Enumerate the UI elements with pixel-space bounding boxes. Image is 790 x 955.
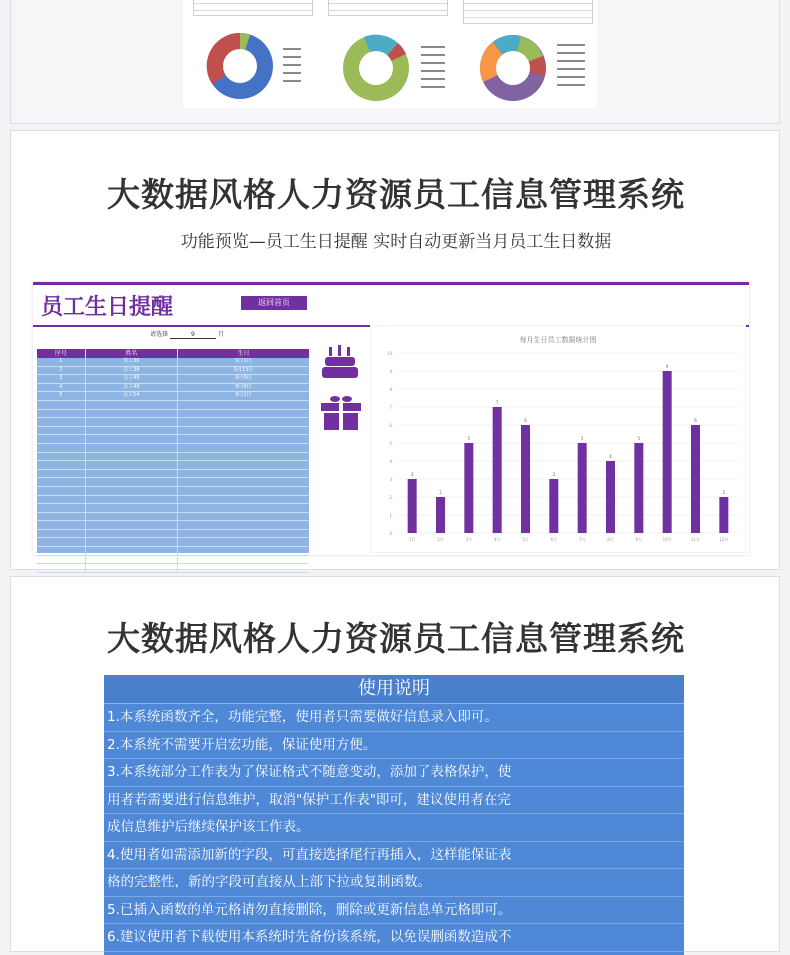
cell-birthday <box>178 401 309 409</box>
cell-index <box>37 478 86 486</box>
table-row <box>37 530 309 539</box>
x-tick-label: 4月 <box>493 537 501 542</box>
table-row <box>37 496 309 505</box>
bar <box>408 479 417 533</box>
y-tick-label: 2 <box>389 495 392 500</box>
bar-value-label: 3 <box>410 472 414 477</box>
cell-birthday: 9月9日 <box>235 375 252 382</box>
table-row <box>37 435 309 444</box>
cell-birthday <box>178 504 309 512</box>
cell-index <box>37 470 86 478</box>
table-row <box>37 392 309 401</box>
table-row <box>37 538 309 547</box>
bar-value-label: 7 <box>495 400 499 405</box>
cell-index: 5 <box>37 392 86 400</box>
bar <box>663 371 672 533</box>
cell-index <box>37 461 86 469</box>
table-row <box>37 418 309 427</box>
cell-index: 3 <box>37 375 86 383</box>
cell-index <box>37 444 86 452</box>
cell-index <box>37 418 86 426</box>
home-button[interactable]: 返回首页 <box>241 296 307 310</box>
bar <box>521 425 530 533</box>
table-row <box>37 547 309 556</box>
monthly-birthday-chart <box>370 325 746 553</box>
cell-name: 员工38 <box>86 367 178 375</box>
cell-index: 1 <box>37 358 86 366</box>
table-body <box>37 358 309 573</box>
bar-value-label: 6 <box>694 418 697 423</box>
table-row <box>37 444 309 453</box>
cell-index <box>37 453 86 461</box>
y-tick-label: 5 <box>389 441 392 446</box>
bar-value-label: 2 <box>722 490 726 495</box>
cell-index <box>37 547 86 555</box>
table-row <box>37 504 309 513</box>
cell-name <box>86 461 178 469</box>
cell-name <box>86 513 178 521</box>
cell-name <box>86 530 178 538</box>
instructions-panel <box>10 576 780 952</box>
bar <box>634 443 643 533</box>
note-line: 1.本系统函数齐全，功能完整，使用者只需要做好信息录入即可。 <box>104 704 684 732</box>
table-row <box>37 461 309 470</box>
cell-name <box>86 504 178 512</box>
x-tick-label: 1月 <box>408 537 416 542</box>
note-line: 用者若需要进行信息维护，取消"保护工作表"即可，建议使用者在完 <box>104 787 684 815</box>
table-row <box>37 521 309 530</box>
bar-value-label: 3 <box>552 472 556 477</box>
month-input[interactable]: 9 <box>170 331 216 339</box>
bar-value-label: 2 <box>439 490 442 495</box>
table-row <box>37 358 309 367</box>
cell-index <box>37 427 86 435</box>
cell-birthday <box>178 487 309 495</box>
table-row <box>37 487 309 496</box>
x-tick-label: 12月 <box>719 537 729 542</box>
note-line: 3.本系统部分工作表为了保证格式不随意变动，添加了表格保护，使 <box>104 759 684 787</box>
cell-birthday: 9月1日 <box>235 392 252 399</box>
notes-title: 使用说明 <box>104 675 684 704</box>
cell-birthday: 9月1日 <box>235 358 252 364</box>
bar-value-label: 9 <box>665 364 669 369</box>
cell-index <box>37 556 86 564</box>
cell-birthday <box>178 478 309 486</box>
note-line: 4.使用者如需添加新的字段，可直接选择尾行再插入，这样能保证表 <box>104 842 684 870</box>
x-tick-label: 5月 <box>522 537 529 542</box>
month-unit: 月 <box>217 331 224 338</box>
cell-name <box>86 427 178 435</box>
y-tick-label: 10 <box>386 351 392 356</box>
y-tick-label: 7 <box>389 405 392 410</box>
y-tick-label: 8 <box>389 387 392 392</box>
col-name: 姓名 <box>86 349 178 358</box>
table-row <box>37 470 309 479</box>
x-tick-label: 7月 <box>578 537 586 542</box>
cell-birthday: 9月9日 <box>235 383 252 390</box>
cell-name <box>86 418 178 426</box>
cell-birthday <box>178 470 309 478</box>
cell-name <box>86 496 178 504</box>
cell-name: 员工30 <box>86 358 178 366</box>
table-row <box>37 384 309 393</box>
cell-index: 2 <box>37 367 86 375</box>
cell-index <box>37 521 86 529</box>
bar <box>719 497 728 533</box>
bar-value-label: 5 <box>467 436 471 441</box>
cell-index <box>37 530 86 538</box>
birthday-reminder-sheet <box>33 282 749 555</box>
bar <box>691 425 700 533</box>
table-row <box>37 556 309 565</box>
cell-index <box>37 487 86 495</box>
cell-name <box>86 538 178 546</box>
y-tick-label: 9 <box>389 369 392 374</box>
cell-birthday <box>178 410 309 418</box>
table-row <box>37 427 309 436</box>
cell-name <box>86 556 178 564</box>
bar-value-label: 6 <box>524 418 527 423</box>
cell-name <box>86 470 178 478</box>
col-index: 序号 <box>37 349 86 358</box>
bar-value-label: 5 <box>637 436 641 441</box>
x-tick-label: 11月 <box>690 537 701 542</box>
table-row <box>37 367 309 376</box>
usage-notes <box>104 675 684 955</box>
page-subtitle: 功能预览—员工生日提醒 实时自动更新当月员工生日数据 <box>180 232 612 252</box>
birthday-table <box>37 349 309 553</box>
y-tick-label: 1 <box>389 513 392 518</box>
bar-value-label: 4 <box>609 454 612 459</box>
cell-index <box>37 410 86 418</box>
note-line: 2.本系统不需要开启宏功能，保证使用方便。 <box>104 732 684 760</box>
x-tick-label: 9月 <box>635 537 643 542</box>
bar <box>464 443 473 533</box>
note-line: 格的完整性，新的字段可直接从上部下拉或复制函数。 <box>104 869 684 897</box>
page-title-2: 大数据风格人力资源员工信息管理系统 <box>107 619 685 658</box>
cell-name <box>86 435 178 443</box>
cell-birthday <box>178 453 309 461</box>
sheet-title: 员工生日提醒 <box>41 295 174 320</box>
cell-name: 员工49 <box>86 375 178 383</box>
cell-birthday: 9月13日 <box>233 366 254 373</box>
cell-birthday <box>178 556 309 564</box>
cell-name <box>86 547 178 555</box>
y-tick-label: 3 <box>389 477 392 482</box>
cell-name: 员工54 <box>86 392 178 400</box>
gift-icon <box>321 395 361 431</box>
cell-birthday <box>178 427 309 435</box>
cell-name <box>86 564 178 572</box>
x-tick-label: 10月 <box>662 537 672 542</box>
cell-birthday <box>178 513 309 521</box>
month-selector <box>150 329 224 339</box>
cell-birthday <box>178 530 309 538</box>
cell-name <box>86 487 178 495</box>
cell-name: 员工49 <box>86 384 178 392</box>
y-tick-label: 6 <box>389 423 392 428</box>
table-row <box>37 401 309 410</box>
x-tick-label: 8月 <box>607 537 614 542</box>
cell-index <box>37 401 86 409</box>
page-title: 大数据风格人力资源员工信息管理系统 <box>107 175 685 214</box>
y-tick-label: 4 <box>389 459 392 464</box>
donut-charts <box>183 0 597 108</box>
cake-icon <box>322 343 358 379</box>
cell-index: 4 <box>37 384 86 392</box>
notes-body <box>104 704 684 952</box>
cell-birthday <box>178 564 309 572</box>
cell-birthday <box>178 444 309 452</box>
cell-birthday <box>178 547 309 555</box>
sheet-header <box>33 285 749 327</box>
cell-index <box>37 435 86 443</box>
bar <box>578 443 587 533</box>
cell-name <box>86 521 178 529</box>
cell-birthday <box>178 435 309 443</box>
bar-value-label: 5 <box>580 436 584 441</box>
table-row <box>37 513 309 522</box>
table-row <box>37 375 309 384</box>
x-tick-label: 3月 <box>465 537 473 542</box>
cell-name <box>86 478 178 486</box>
cell-name <box>86 401 178 409</box>
cell-birthday <box>178 461 309 469</box>
x-tick-label: 6月 <box>550 537 558 542</box>
month-prompt: 请选择 <box>150 331 169 338</box>
bar <box>436 497 445 533</box>
cell-birthday <box>178 538 309 546</box>
cell-name <box>86 444 178 452</box>
cell-index <box>37 538 86 546</box>
x-tick-label: 2月 <box>437 537 444 542</box>
table-row <box>37 410 309 419</box>
note-line: 6.建议使用者下载使用本系统时先备份该系统，以免误删函数造成不 <box>104 924 684 952</box>
cell-index <box>37 504 86 512</box>
note-line: 5.已插入函数的单元格请勿直接删除，删除或更新信息单元格即可。 <box>104 897 684 925</box>
bar <box>606 461 615 533</box>
table-header <box>37 349 309 358</box>
y-tick-label: 0 <box>389 531 392 536</box>
cell-birthday <box>178 418 309 426</box>
table-row <box>37 453 309 462</box>
cell-index <box>37 564 86 572</box>
cell-index <box>37 513 86 521</box>
cell-name <box>86 410 178 418</box>
cell-index <box>37 496 86 504</box>
cell-birthday <box>178 496 309 504</box>
dashboard-thumbnail <box>183 0 597 108</box>
table-row <box>37 564 309 573</box>
col-birthday: 生日 <box>237 350 250 357</box>
cell-name <box>86 453 178 461</box>
cell-birthday <box>178 521 309 529</box>
note-line: 成信息维护后继续保护该工作表。 <box>104 814 684 842</box>
chart-title: 每月生日员工数据统计图 <box>519 336 597 344</box>
table-row <box>37 478 309 487</box>
bar <box>493 407 502 533</box>
bar <box>549 479 558 533</box>
